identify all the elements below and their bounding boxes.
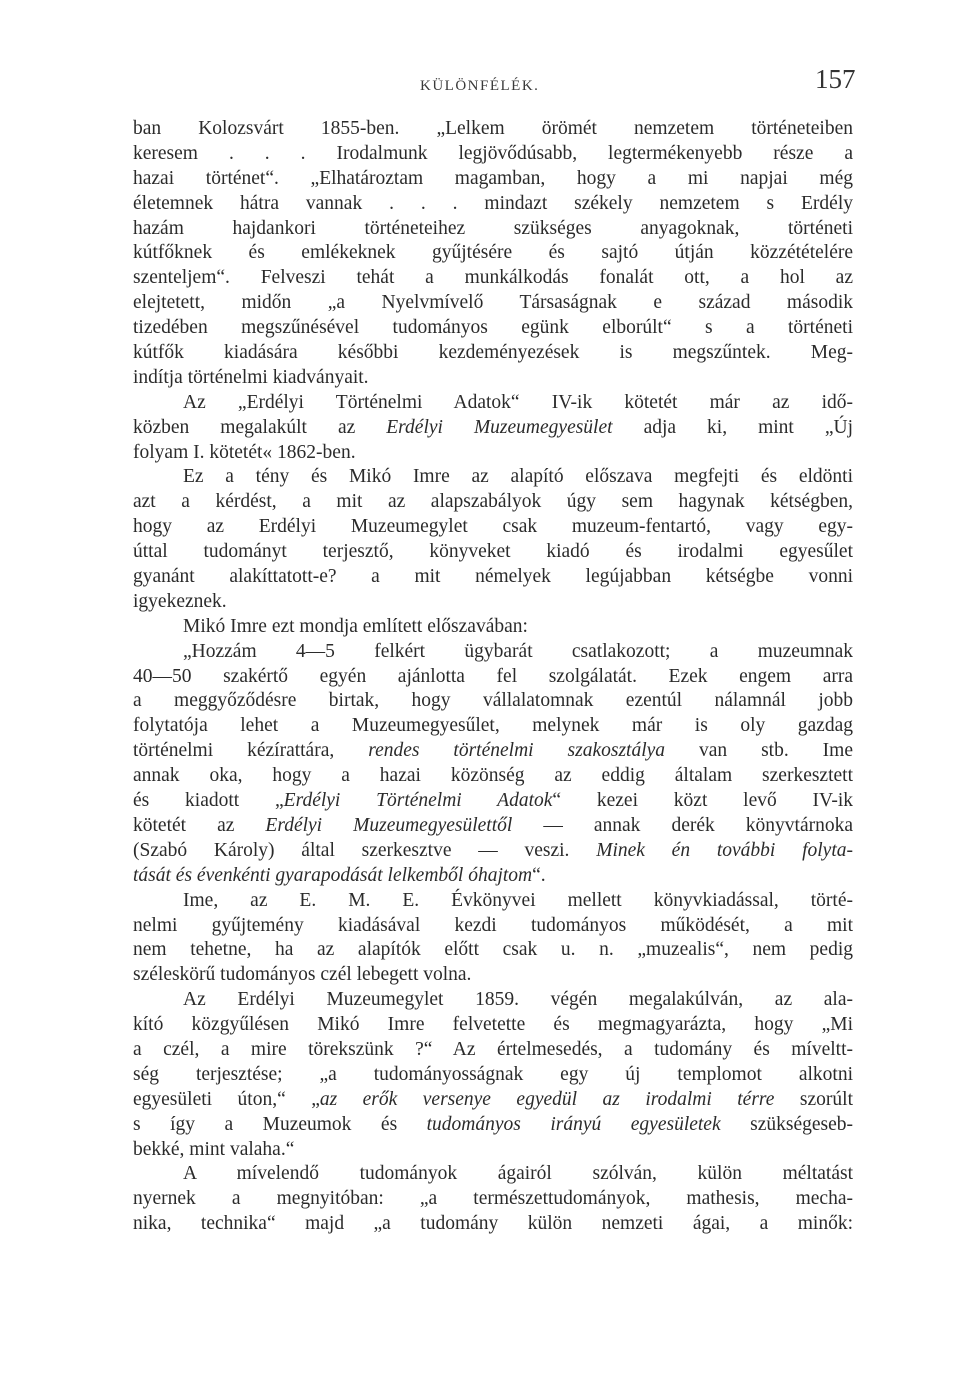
text-line — [133, 1088, 853, 1113]
text-line — [133, 1162, 853, 1187]
italic-text: Minek én további folyta- — [596, 839, 853, 861]
text-segment: Mikó Imre ezt mondja említett előszavában: — [183, 615, 528, 637]
text-line — [133, 465, 853, 490]
text-line — [133, 1113, 853, 1138]
text-segment: a meggyőződésre birtak, hogy vállalatomnak ezentúl nálamnál jobb — [133, 690, 853, 712]
text-segment: a czél, a mire törekszünk ?“ Az értelmesedés, a tudomány és míveltt- — [133, 1038, 853, 1060]
body-text — [133, 117, 853, 1237]
text-segment: elejtetett, midőn „a Nyelvmívelő Társaságnak e század második — [133, 292, 853, 314]
text-segment: széleskörű tudományos czél lebegett volna. — [133, 964, 472, 986]
text-segment: “. — [532, 864, 546, 886]
text-line — [133, 839, 853, 864]
text-line — [133, 938, 853, 963]
text-segment: — annak derék könyvtárnoka — [512, 814, 854, 836]
text-line — [133, 316, 853, 341]
text-segment: tizedében megszűnésével tudományos egünk elborúlt“ s a történeti — [133, 317, 853, 339]
text-segment: ban Kolozsvárt 1855-ben. „Lelkem örömét nemzetem történeteiben — [133, 118, 853, 139]
text-segment: kútfők kiadására későbbi kezdeményezések is megszűntek. Meg- — [133, 342, 853, 364]
text-line — [133, 665, 853, 690]
italic-text: Erdélyi Muzeumegyesület — [386, 416, 613, 438]
text-segment: hazai történet“. „Elhatároztam magamban, hogy a mi napjai még — [133, 167, 853, 189]
text-segment: Ez a tény és Mikó Imre az alapító előszava megfejti és eldönti — [183, 466, 853, 488]
text-line — [133, 167, 853, 192]
text-segment: egyesületi úton,“ „ — [133, 1088, 320, 1110]
text-line — [133, 217, 853, 242]
text-segment: kító közgyűlésen Mikó Imre felvetette és megmagyarázta, hogy „Mi — [133, 1014, 853, 1036]
text-segment: ség terjesztése; „a tudományosságnak egy új templomot alkotni — [133, 1063, 853, 1085]
text-line — [133, 764, 853, 789]
running-head: KÜLÖNFÉLÉK. — [420, 78, 540, 94]
text-segment: nem tehetne, ha az alapítók előtt csak u. n. „muzealis“, nem pedig — [133, 939, 853, 961]
text-line — [133, 291, 853, 316]
text-segment: szükségeseb- — [720, 1113, 853, 1135]
text-segment: gyanánt alakíttatott-e? a mit némelyek legújabban kétségbe vonni — [133, 566, 853, 588]
text-line — [133, 864, 853, 889]
italic-text: Erdélyi Történelmi Adatok — [283, 790, 553, 812]
italic-text: az erők versenye egyedül az irodalmi térre — [319, 1088, 775, 1110]
text-line — [133, 1038, 853, 1063]
text-segment: van stb. Ime — [665, 740, 853, 762]
text-line — [133, 142, 853, 167]
text-line — [133, 640, 853, 665]
text-segment: hogy az Erdélyi Muzeumegylet csak muzeum-fentartó, vagy egy- — [133, 516, 853, 538]
text-segment: nelmi gyűjtemény kiadásával kezdi tudományos működését, a mit — [133, 914, 853, 936]
text-line — [133, 416, 853, 441]
text-segment: kötetét az — [133, 814, 266, 836]
text-line — [133, 1187, 853, 1212]
text-line — [133, 117, 853, 142]
text-segment: 40—50 szakértő egyén ajánlotta fel szolgálatát. Ezek engem arra — [133, 665, 853, 687]
text-segment: azt a kérdést, a mit az alapszabályok úgy sem hagynak kétségben, — [133, 491, 853, 513]
text-segment: bekké, mint valaha.“ — [133, 1138, 295, 1160]
text-line — [133, 615, 853, 640]
text-line — [133, 1013, 853, 1038]
text-segment: annak oka, hogy a hazai közönség az eddig általam szerkesztett — [133, 765, 853, 787]
text-line — [133, 814, 853, 839]
text-segment: életemnek hátra vannak . . . mindazt székely nemzetem s Erdély — [133, 192, 853, 214]
text-segment: igyekeznek. — [133, 590, 227, 612]
text-line — [133, 914, 853, 939]
text-line — [133, 789, 853, 814]
text-segment: „Hozzám 4—5 felkért ügybarát csatlakozott; a muzeumnak — [183, 640, 853, 662]
text-segment: szorúlt — [774, 1088, 853, 1110]
text-line — [133, 441, 853, 466]
text-line — [133, 565, 853, 590]
text-line — [133, 391, 853, 416]
text-segment: hazám hajdankori történeteihez szükséges anyagoknak, történeti — [133, 217, 853, 239]
text-segment: A mívelendő tudományok ágairól szólván, külön méltatást — [183, 1163, 853, 1185]
text-segment: Az „Erdélyi Történelmi Adatok“ IV-ik kötetét már az idő- — [183, 391, 853, 413]
text-line — [133, 689, 853, 714]
text-segment: s így a Muzeumok és — [133, 1113, 427, 1135]
text-segment: (Szabó Károly) által szerkesztve — veszi. — [133, 839, 597, 861]
text-line — [133, 366, 853, 391]
text-segment: nika, technika“ majd „a tudomány külön nemzeti ágai, a minők: — [133, 1213, 853, 1235]
text-line — [133, 515, 853, 540]
text-line — [133, 192, 853, 217]
text-line — [133, 490, 853, 515]
text-line — [133, 963, 853, 988]
text-segment: úttal tudományt terjesztő, könyveket kiadó és irodalmi egyesűlet — [133, 541, 853, 563]
text-line — [133, 1138, 853, 1163]
text-segment: Az Erdélyi Muzeumegylet 1859. végén megalakúlván, az ala- — [183, 989, 853, 1011]
italic-text: tudományos irányú egyesületek — [426, 1113, 721, 1135]
text-line — [133, 341, 853, 366]
text-line — [133, 714, 853, 739]
text-line — [133, 1212, 853, 1237]
text-segment: “ kezei közt levő IV-ik — [552, 790, 853, 812]
text-line — [133, 1063, 853, 1088]
italic-text: tását és évenkénti gyarapodását lelkemből óhajtom — [133, 864, 533, 886]
text-segment: nyernek a megnyitóban: „a természettudományok, mathesis, mecha- — [133, 1188, 853, 1210]
text-line — [133, 540, 853, 565]
italic-text: Erdélyi Muzeumegyesülettől — [265, 814, 513, 836]
text-line — [133, 241, 853, 266]
page-number: 157 — [815, 64, 856, 94]
text-line — [133, 988, 853, 1013]
text-line — [133, 590, 853, 615]
text-segment: szenteljem“. Felveszi tehát a munkálkodás fonalát ott, a hol az — [133, 267, 853, 289]
text-line — [133, 739, 853, 764]
text-segment: folyam I. kötetét« 1862-ben. — [133, 441, 356, 463]
text-segment: keresem . . . Irodalmunk legjövődúsabb, legtermékenyebb része a — [133, 142, 853, 164]
text-segment: kútfőknek és emlékeknek gyűjtésére és sajtó útján közzétételére — [133, 242, 853, 264]
text-segment: Ime, az E. M. E. Évkönyvei mellett könyvkiadással, törté- — [183, 889, 853, 911]
text-segment: adja ki, mint „Új — [612, 416, 853, 438]
text-segment: történelmi kézírattára, — [133, 740, 369, 762]
page-header — [0, 64, 960, 104]
text-line — [133, 266, 853, 291]
text-line — [133, 889, 853, 914]
text-segment: közben megalakúlt az — [133, 416, 387, 438]
italic-text: rendes történelmi szakosztálya — [368, 740, 666, 762]
text-segment: és kiadott „ — [133, 790, 284, 812]
text-segment: folytatója lehet a Muzeumegyesűlet, melynek már is oly gazdag — [133, 715, 853, 737]
text-segment: indítja történelmi kiadványait. — [133, 366, 369, 388]
